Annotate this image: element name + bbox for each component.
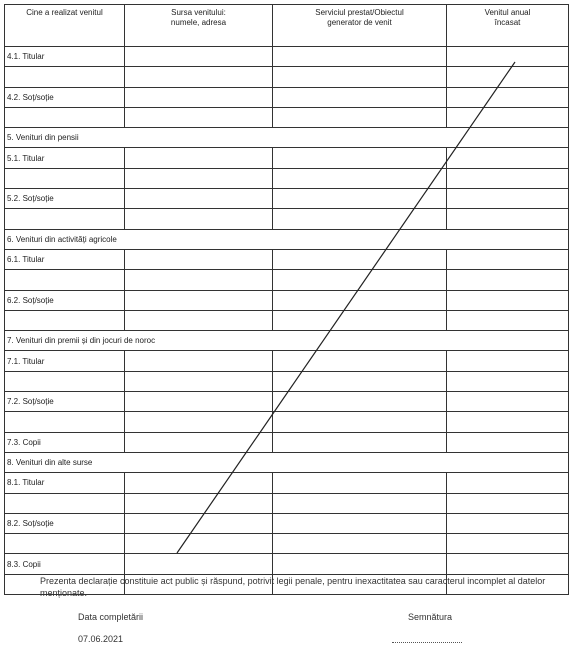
empty-cell bbox=[447, 107, 569, 127]
empty-cell bbox=[125, 534, 273, 554]
empty-cell bbox=[273, 371, 447, 391]
empty-cell bbox=[273, 513, 447, 533]
table-row bbox=[5, 290, 569, 310]
empty-cell bbox=[273, 87, 447, 107]
row-label: 4.2. Soț/soție bbox=[5, 87, 125, 107]
section-row bbox=[5, 452, 569, 472]
table-row bbox=[5, 513, 569, 533]
table-header-row bbox=[5, 5, 569, 47]
empty-cell bbox=[125, 249, 273, 269]
table-row bbox=[5, 47, 569, 67]
empty-cell bbox=[447, 473, 569, 493]
empty-cell bbox=[273, 209, 447, 229]
empty-cell bbox=[447, 290, 569, 310]
income-declaration-sheet bbox=[4, 4, 568, 595]
row-label bbox=[5, 412, 125, 432]
row-label bbox=[5, 67, 125, 87]
empty-cell bbox=[447, 432, 569, 452]
table-row bbox=[5, 87, 569, 107]
empty-cell bbox=[447, 392, 569, 412]
empty-cell bbox=[273, 47, 447, 67]
empty-cell bbox=[125, 473, 273, 493]
empty-cell bbox=[447, 189, 569, 209]
empty-cell bbox=[447, 168, 569, 188]
empty-cell bbox=[273, 534, 447, 554]
empty-cell bbox=[125, 107, 273, 127]
row-label: 5.2. Soț/soție bbox=[5, 189, 125, 209]
table-row bbox=[5, 189, 569, 209]
section-label: 6. Venituri din activități agricole bbox=[5, 229, 569, 249]
header-serviciul-prestat: Serviciul prestat/Obiectul generator de venit bbox=[273, 5, 447, 47]
empty-cell bbox=[125, 554, 273, 574]
empty-cell bbox=[125, 67, 273, 87]
row-label: 8.2. Soț/soție bbox=[5, 513, 125, 533]
empty-cell bbox=[125, 87, 273, 107]
empty-cell bbox=[273, 270, 447, 290]
row-label bbox=[5, 534, 125, 554]
signature-line bbox=[392, 636, 462, 643]
section-label: 5. Venituri din pensii bbox=[5, 128, 569, 148]
header-venitul-anual: Venitul anual încasat bbox=[447, 5, 569, 47]
signature-label: Semnătura bbox=[408, 612, 453, 622]
date-value: 07.06.2021 bbox=[78, 634, 124, 644]
empty-cell bbox=[125, 432, 273, 452]
empty-cell bbox=[447, 493, 569, 513]
row-label: 8.1. Titular bbox=[5, 473, 125, 493]
table-row bbox=[5, 270, 569, 290]
empty-cell bbox=[447, 67, 569, 87]
row-label: 6.1. Titular bbox=[5, 249, 125, 269]
empty-cell bbox=[447, 412, 569, 432]
empty-cell bbox=[447, 209, 569, 229]
empty-cell bbox=[273, 290, 447, 310]
empty-cell bbox=[273, 249, 447, 269]
row-label bbox=[5, 493, 125, 513]
section-row bbox=[5, 331, 569, 351]
empty-cell bbox=[273, 554, 447, 574]
empty-cell bbox=[447, 87, 569, 107]
row-label: 7.3. Copii bbox=[5, 432, 125, 452]
empty-cell bbox=[125, 148, 273, 168]
header-cine-a-realizat: Cine a realizat venitul bbox=[5, 5, 125, 47]
empty-cell bbox=[447, 554, 569, 574]
section-row bbox=[5, 229, 569, 249]
table-row bbox=[5, 67, 569, 87]
row-label: 7.1. Titular bbox=[5, 351, 125, 371]
empty-cell bbox=[447, 371, 569, 391]
empty-cell bbox=[273, 168, 447, 188]
section-label: 7. Venituri din premii și din jocuri de noroc bbox=[5, 331, 569, 351]
empty-cell bbox=[273, 392, 447, 412]
header-sursa-venitului: Sursa venitului: numele, adresa bbox=[125, 5, 273, 47]
empty-cell bbox=[273, 432, 447, 452]
row-label: 5.1. Titular bbox=[5, 148, 125, 168]
empty-cell bbox=[125, 351, 273, 371]
section-label: 8. Venituri din alte surse bbox=[5, 452, 569, 472]
table-row bbox=[5, 310, 569, 330]
row-label bbox=[5, 209, 125, 229]
empty-cell bbox=[125, 412, 273, 432]
row-label bbox=[5, 371, 125, 391]
empty-cell bbox=[447, 270, 569, 290]
empty-cell bbox=[273, 473, 447, 493]
empty-cell bbox=[125, 493, 273, 513]
empty-cell bbox=[125, 290, 273, 310]
table-row bbox=[5, 107, 569, 127]
row-label: 6.2. Soț/soție bbox=[5, 290, 125, 310]
empty-cell bbox=[447, 513, 569, 533]
empty-cell bbox=[125, 392, 273, 412]
row-label bbox=[5, 107, 125, 127]
table-row bbox=[5, 209, 569, 229]
table-row bbox=[5, 554, 569, 574]
empty-cell bbox=[447, 310, 569, 330]
empty-cell bbox=[273, 351, 447, 371]
empty-cell bbox=[125, 47, 273, 67]
table-row bbox=[5, 412, 569, 432]
empty-cell bbox=[273, 189, 447, 209]
row-label: 7.2. Soț/soție bbox=[5, 392, 125, 412]
table-row bbox=[5, 168, 569, 188]
table-row bbox=[5, 148, 569, 168]
empty-cell bbox=[273, 67, 447, 87]
empty-cell bbox=[125, 513, 273, 533]
row-label bbox=[5, 270, 125, 290]
empty-cell bbox=[125, 189, 273, 209]
row-label bbox=[5, 168, 125, 188]
empty-cell bbox=[125, 371, 273, 391]
table-row bbox=[5, 473, 569, 493]
date-label: Data completării bbox=[78, 612, 144, 622]
empty-cell bbox=[273, 412, 447, 432]
empty-cell bbox=[447, 148, 569, 168]
table-row bbox=[5, 371, 569, 391]
table-body bbox=[5, 47, 569, 595]
empty-cell bbox=[447, 249, 569, 269]
empty-cell bbox=[447, 47, 569, 67]
empty-cell bbox=[447, 534, 569, 554]
table-row bbox=[5, 493, 569, 513]
table-row bbox=[5, 432, 569, 452]
empty-cell bbox=[273, 310, 447, 330]
row-label: 8.3. Copii bbox=[5, 554, 125, 574]
section-row bbox=[5, 128, 569, 148]
empty-cell bbox=[125, 310, 273, 330]
empty-cell bbox=[273, 493, 447, 513]
income-table bbox=[4, 4, 569, 595]
empty-cell bbox=[125, 209, 273, 229]
empty-cell bbox=[125, 270, 273, 290]
row-label bbox=[5, 310, 125, 330]
empty-cell bbox=[125, 168, 273, 188]
table-row bbox=[5, 392, 569, 412]
row-label: 4.1. Titular bbox=[5, 47, 125, 67]
table-row bbox=[5, 351, 569, 371]
table-row bbox=[5, 534, 569, 554]
table-row bbox=[5, 249, 569, 269]
declaration-statement: Prezenta declarație constituie act public și răspund, potrivit legii penale, pentru inexactitatea sau caracterul incomplet al datelor menționate. bbox=[40, 576, 546, 598]
empty-cell bbox=[447, 351, 569, 371]
empty-cell bbox=[273, 107, 447, 127]
empty-cell bbox=[273, 148, 447, 168]
